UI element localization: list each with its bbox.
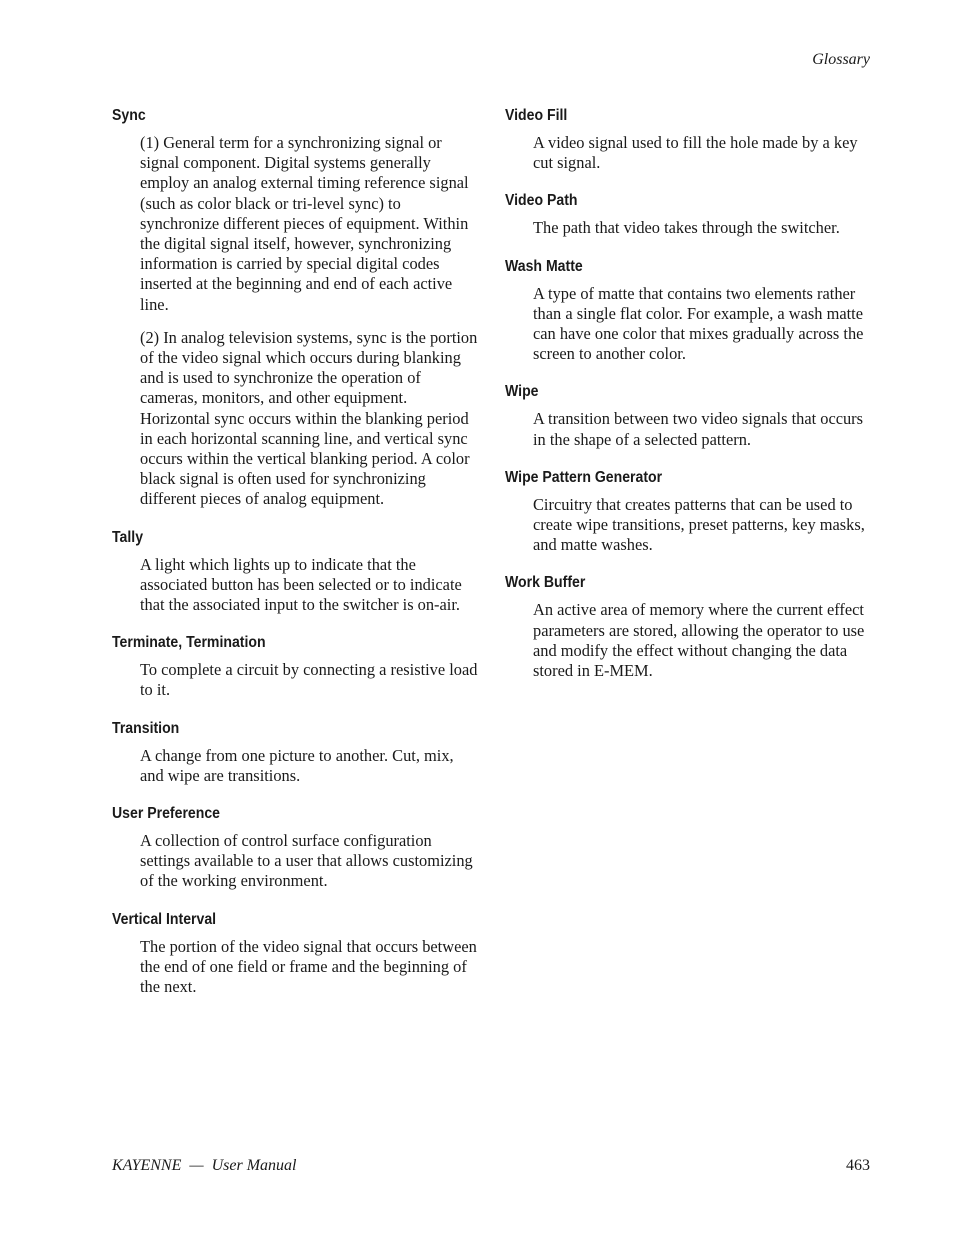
glossary-term: Work Buffer (505, 574, 586, 592)
footer-page-number: 463 (846, 1157, 870, 1174)
glossary-column-right (505, 106, 875, 699)
glossary-definition: A type of matte that contains two elements rather than a single flat color. For example, a wash matte can have one color that mixes gradually across the screen to another color. (533, 283, 864, 364)
glossary-term: Wipe (505, 383, 539, 401)
glossary-term: User Preference (112, 805, 221, 823)
glossary-entry (112, 719, 480, 786)
glossary-entry (505, 106, 875, 173)
glossary-definition: The path that video takes through the switcher. (533, 218, 840, 238)
glossary-entry (505, 468, 875, 556)
glossary-column-left (112, 106, 480, 1015)
glossary-definition: A change from one picture to another. Cut, mix, and wipe are transitions. (140, 745, 454, 785)
glossary-definition: A transition between two video signals that occurs in the shape of a selected pattern. (533, 409, 864, 449)
glossary-entry (112, 910, 480, 998)
glossary-entry (505, 257, 875, 365)
glossary-entry (505, 573, 875, 681)
glossary-definition: The portion of the video signal that occurs between the end of one field or frame and the beginning of the next. (140, 936, 477, 997)
glossary-term: Terminate, Termination (112, 634, 266, 652)
glossary-term: Wipe Pattern Generator (505, 468, 663, 486)
glossary-term: Transition (112, 719, 180, 737)
glossary-term: Video Fill (505, 107, 568, 124)
glossary-entry (112, 106, 480, 510)
glossary-definition: A light which lights up to indicate that the associated button has been selected or to indicate that the associated input to the switcher is on-air. (140, 554, 462, 615)
running-header: Glossary (812, 51, 870, 68)
glossary-definition: A collection of control surface configuration settings available to a user that allows customizing of the working environment. (140, 831, 473, 891)
glossary-term: Vertical Interval (112, 910, 217, 928)
glossary-term: Tally (112, 528, 144, 546)
glossary-definition: (1) General term for a synchronizing signal or signal component. Digital systems generally employ an analog external timing reference signal (such as color black or tri-level sync) to synchronize different pieces of equipment. Within the digital signal itself, however, synchronizing information is carried by special digital codes inserted at the beginning and end of each active line. (140, 133, 469, 314)
glossary-entry (505, 382, 875, 449)
glossary-definition: Circuitry that creates patterns that can be used to create wipe transitions, preset patterns, key masks, and matte washes. (533, 494, 865, 555)
footer-manual-title: KAYENNE — User Manual (112, 1157, 297, 1174)
glossary-term: Wash Matte (505, 257, 583, 275)
glossary-entry (505, 191, 875, 238)
glossary-definition: (2) In analog television systems, sync is the portion of the video signal which occurs during blanking and is used to synchronize the operation of cameras, monitors, and other equipment. Horizontal sync occurs within the blanking period in each horizontal scanning line, and vertical sync occurs within the vertical blanking period. A color black signal is often used for synchronizing different pieces of analog equipment. (140, 327, 478, 509)
glossary-term: Sync (112, 107, 146, 124)
glossary-definition: An active area of memory where the current effect parameters are stored, allowing the operator to use and modify the effect without changing the data stored in E-MEM. (533, 600, 865, 681)
glossary-entry (112, 633, 480, 700)
glossary-term: Video Path (505, 192, 578, 210)
glossary-definition: A video signal used to fill the hole made by a key cut signal. (533, 133, 858, 173)
glossary-entry (112, 804, 480, 892)
glossary-entry (112, 528, 480, 616)
glossary-definition: To complete a circuit by connecting a resistive load to it. (140, 660, 478, 700)
